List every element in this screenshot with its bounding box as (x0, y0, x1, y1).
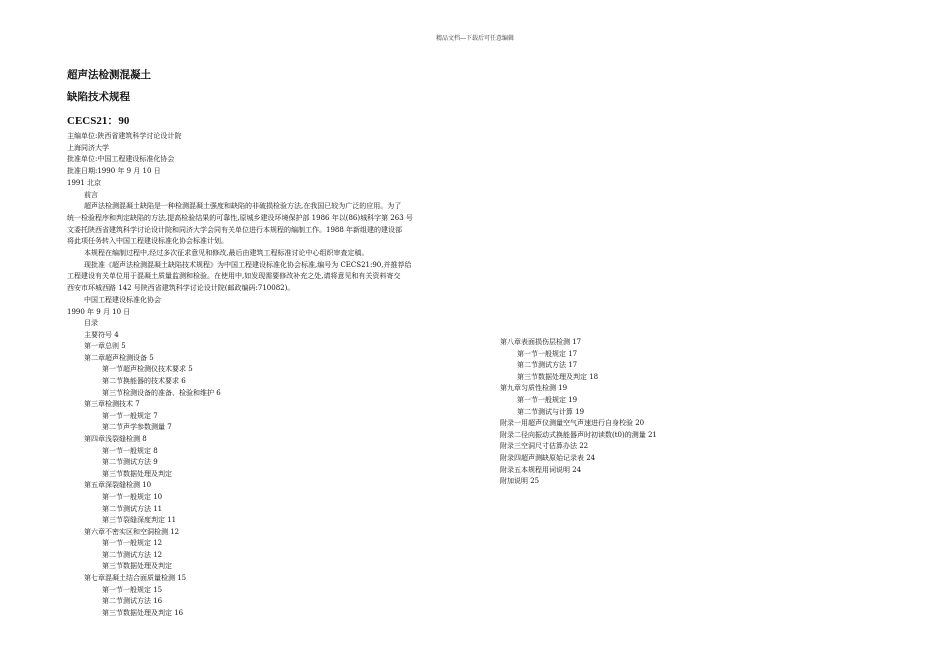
toc-entry[interactable]: 第三节数据处理及判定 16 (102, 608, 184, 617)
toc-entry[interactable]: 第四章浅裂缝检测 8 (84, 434, 147, 443)
toc-entry[interactable]: 第一章总则 5 (84, 342, 126, 351)
preface-line: 现批准《超声法检测混凝土缺陷技术规程》为中国工程建设标准化协会标准,编号为 CECS21:90,并推荐给 (84, 260, 412, 269)
meta-approving-unit: 批准单位:中国工程建设标准化协会 (67, 155, 175, 164)
toc-entry[interactable]: 第六章不密实区和空洞检测 12 (84, 527, 180, 536)
document-title-line-1: 超声法检测混凝土 (67, 69, 151, 81)
toc-entry[interactable]: 第二章超声检测设备 5 (84, 353, 154, 362)
preface-heading: 前言 (84, 190, 98, 199)
preface-line: 统一检验程序和判定缺陷的方法,提高检验结果的可靠性,原城乡建设环境保护部 1986 年以(86)城科字第 263 号 (67, 213, 413, 222)
preface-line: 文委托陕西省建筑科学讨论设计院和同济大学会同有关单位进行本规程的编制工作。1988 年新组建的建设部 (67, 225, 403, 234)
toc-entry[interactable]: 第二节测试方法 11 (102, 504, 163, 513)
meta-place-year: 1991 北京 (67, 178, 102, 187)
toc-entry[interactable]: 第一节一般规定 8 (102, 446, 158, 455)
toc-entry[interactable]: 第二节测试方法 17 (517, 361, 578, 370)
toc-entry[interactable]: 第二节测试方法 16 (102, 597, 163, 606)
preface-line: 将此项任务转入中国工程建设标准化协会标准计划。 (67, 237, 228, 246)
toc-entry[interactable]: 第一节一般规定 17 (517, 349, 578, 358)
toc-entry[interactable]: 附加说明 25 (500, 477, 540, 486)
toc-entry[interactable]: 第三节数据处理及判定 18 (517, 372, 599, 381)
toc-entry[interactable]: 附录二径向振动式换能器声时初读数(t0)的测量 21 (500, 430, 657, 439)
preface-line: 1990 年 9 月 10 日 (67, 307, 131, 316)
toc-entry[interactable]: 第九章匀质性检测 19 (500, 384, 568, 393)
meta-co-editor: 上海同济大学 (67, 143, 109, 152)
toc-entry[interactable]: 第七章混凝土结合面质量检测 15 (84, 574, 187, 583)
toc-entry[interactable]: 第三章检测技术 7 (84, 400, 140, 409)
preface-line: 西安市环城西路 142 号陕西省建筑科学讨论设计院(邮政编码:710082)。 (67, 284, 295, 293)
toc-entry[interactable]: 第五章深裂缝检测 10 (84, 481, 152, 490)
toc-entry[interactable]: 附录三空洞尺寸估算办法 22 (500, 442, 589, 451)
toc-entry[interactable]: 第一节一般规定 10 (102, 492, 163, 501)
toc-entry[interactable]: 第三节裂缝深度判定 11 (102, 516, 177, 525)
toc-entry[interactable]: 附录五本规程用词说明 24 (500, 465, 582, 474)
toc-entry[interactable]: 第一节一般规定 7 (102, 411, 158, 420)
toc-entry[interactable]: 第三节数据处理及判定 (102, 562, 172, 571)
document-title-line-2: 缺陷技术规程 (67, 91, 130, 103)
toc-entry[interactable]: 第二节测试方法 12 (102, 550, 163, 559)
document-body (67, 131, 472, 318)
preface-line: 超声法检测混凝土缺陷是一种检测混凝土强度和缺陷的非破损检验方法,在我国已较为广泛的应用。为了 (84, 202, 402, 211)
toc-entry[interactable]: 第三节数据处理及判定 (102, 469, 172, 478)
toc-entry[interactable]: 第三节检测设备的准备、检验和维护 6 (102, 388, 221, 397)
toc-entry[interactable]: 第二节声学参数测量 7 (102, 423, 172, 432)
meta-approval-date: 批准日期:1990 年 9 月 10 日 (67, 167, 161, 176)
preface-line: 本规程在编制过程中,经过多次征求意见和修改,最后由建筑工程标准讨论中心组织审查定稿。 (84, 249, 369, 258)
toc-entry[interactable]: 第一节一般规定 19 (517, 395, 578, 404)
meta-chief-editor: 主编单位:陕西省建筑科学讨论设计院 (67, 132, 182, 140)
toc-entry[interactable]: 第二节换能器的技术要求 6 (102, 376, 186, 385)
preface-line: 工程建设有关单位用于混凝土质量监测和检验。在使用中,如发现需要修改补充之处,请将意见和有关资料寄交 (67, 272, 401, 281)
toc-entry[interactable]: 附录一用超声仪测量空气声速进行自身校验 20 (500, 419, 645, 428)
toc-entry[interactable]: 第一节一般规定 15 (102, 585, 163, 594)
standard-code: CECS21：90 (67, 115, 130, 127)
toc-entry[interactable]: 第一节一般规定 12 (102, 539, 163, 548)
toc-entry[interactable]: 第八章表面损伤层检测 17 (500, 338, 582, 346)
table-of-contents-left (67, 318, 221, 619)
preface-line: 中国工程建设标准化协会 (84, 295, 161, 304)
toc-entry[interactable]: 附录四超声测缺原始记录表 24 (500, 453, 596, 462)
preface-body (67, 201, 472, 318)
toc-entry[interactable]: 第二节测试方法 9 (102, 458, 158, 467)
toc-entry[interactable]: 目录 (84, 319, 98, 327)
table-of-contents-right (500, 337, 657, 488)
toc-entry[interactable]: 第一节超声检测仪技术要求 5 (102, 365, 193, 374)
toc-entry[interactable]: 第二节测试与计算 19 (517, 407, 585, 416)
toc-entry[interactable]: 主要符号 4 (84, 330, 119, 339)
page-header-note: 精品文档---下载后可任意编辑 (435, 35, 515, 42)
